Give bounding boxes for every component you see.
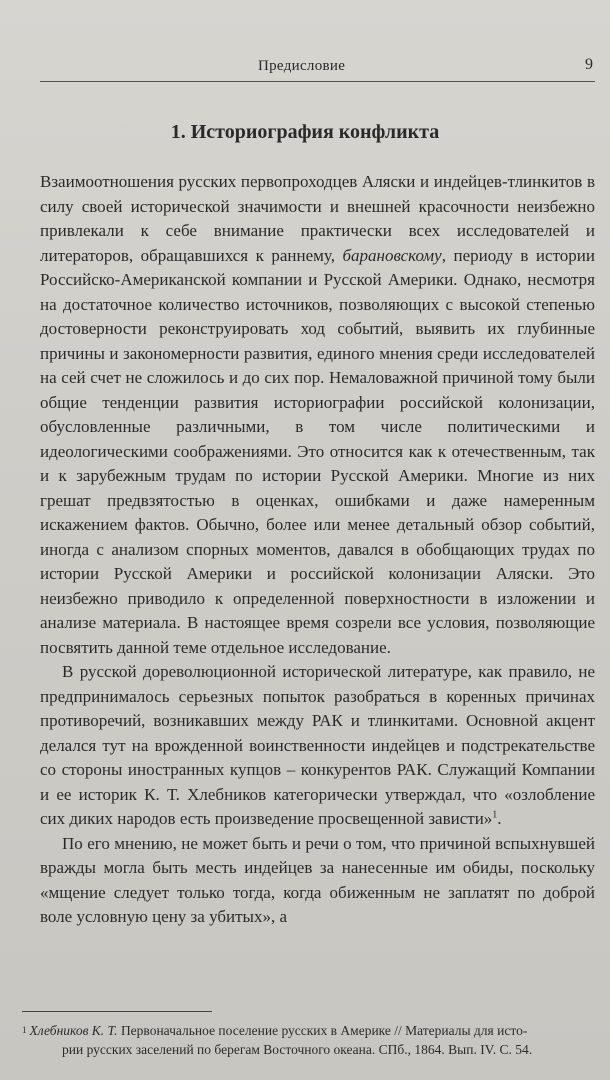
running-title: Предисловие	[258, 58, 346, 74]
body-text	[40, 170, 595, 930]
footnote-rule	[22, 1011, 212, 1012]
page-number: 9	[585, 56, 593, 73]
running-head	[40, 56, 595, 84]
header-rule	[40, 81, 595, 82]
paragraph-2-text: В русской дореволюционной исторической литературе, как правило, не предпринималось серьезных попыток разобраться в коренных причинах противоречий, возникавших между РАК и тлинкитами. Основной акцент делался тут на врожденной воинственности индейцев и подстрекательстве со стороны иностранных купцов – конкурентов РАК. Служащий Компании и ее историк К. Т. Хлебников категорически утверждал, что «озлобление сих диких народов есть произведение просвещенной зависти»	[40, 662, 595, 828]
paragraph-1-italic: барановскому	[342, 245, 442, 265]
footnote-mark: 1	[22, 1025, 27, 1035]
paragraph-3	[40, 832, 595, 930]
footnote-line-2: рии русских заселений по берегам Восточного океана. СПб., 1864. Вып. IV. С. 54.	[62, 1042, 533, 1057]
paragraph-2	[40, 660, 595, 832]
section-title: 1. Историография конфликта	[170, 121, 440, 143]
footnote-line-1-rest: Первоначальное поселение русских в Америке // Материалы для исто-	[117, 1023, 528, 1038]
paragraph-3-text: По его мнению, не может быть и речи о том, что причиной вспыхнувшей вражды могла быть месть индейцев за нанесенные им обиды, поскольку «мщение следует только тогда, когда обиженным не заплатят по доброй воле условную цену за убитых», а	[40, 833, 595, 926]
footnote-author: Хлебников К. Т.	[29, 1023, 118, 1038]
footnote-line-1	[22, 1021, 596, 1040]
paragraph-2-end: .	[497, 809, 502, 828]
paragraph-1-rest: , периоду в истории Российско-Американской компании и Русской Америки. Однако, несмотря на достаточное количество источников, позволяющих с высокой степенью достоверности реконструировать ход событий, выявить их глубинные причины и закономерности развития, единого мнения среди исследователей на сей счет не сложилось и до сих пор. Немаловажной причиной тому были общие тенденции развития историографии российской колонизации, обусловленные различными, в том числе политическими и идеологическими соображениями. Это относится как к отечественным, так и к зарубежным трудам по истории Русской Америки. Многие из них грешат предвзятостью в оценках, ошибками и даже намеренным искажением фактов. Обычно, более или менее детальный обзор событий, иногда с анализом спорных моментов, давался в обобщающих трудах по истории Русской Америки и российской колонизации Аляски. Это неизбежно приводило к определенной поверхностности в изложении и анализе материала. В настоящее время созрели все условия, позволяющие посвятить данной теме отдельное исследование.	[40, 245, 595, 657]
footnote-reference[interactable]: 1	[492, 809, 498, 821]
paragraph-1-start: Взаимоотношения русских первопроходцев Аляски и индейцев-тлинкитов в силу своей исторической значимости и внешней красочности неизбежно привлекали к себе внимание практически всех исследователей и литераторов, обращавшихся к раннему,	[40, 172, 595, 265]
paragraph-1	[40, 170, 595, 660]
footnote	[22, 1021, 596, 1059]
